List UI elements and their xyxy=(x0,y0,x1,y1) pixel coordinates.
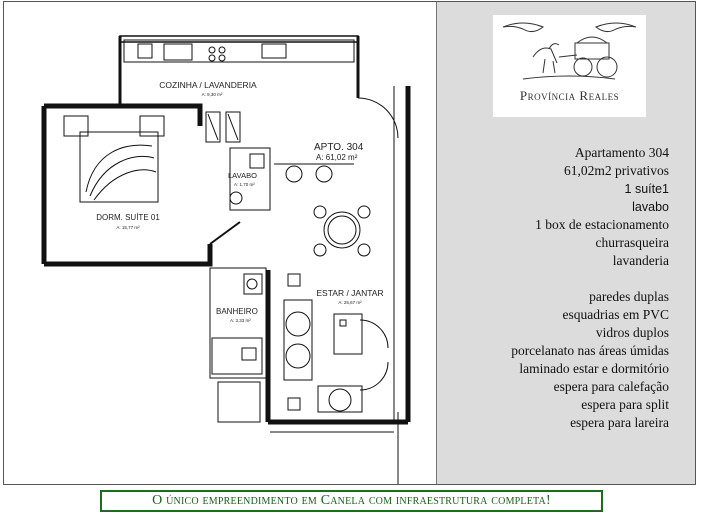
feature-area: 61,02m2 privativos xyxy=(564,163,669,178)
kitchen-label: COZINHA / LAVANDERIA xyxy=(159,80,257,90)
apto-area-label: A: 61,02 m² xyxy=(316,153,358,162)
apto-label: APTO. 304 xyxy=(314,142,364,153)
provincia-reales-logo xyxy=(493,15,646,117)
feature-frames: esquadrias em PVC xyxy=(562,307,669,322)
washer xyxy=(262,44,286,58)
feature-split: espera para split xyxy=(581,397,669,412)
feature-glass: vidros duplos xyxy=(595,325,669,340)
feature-suite: 1 suíte1 xyxy=(624,182,669,196)
feature-lavabo: lavabo xyxy=(632,200,669,214)
dining-table xyxy=(324,212,360,248)
feature-barbecue: churrasqueira xyxy=(595,235,669,250)
living-area-label: A: 25,67 m² xyxy=(338,300,362,305)
floor-plan xyxy=(4,2,434,484)
bath-area-label: A: 3,33 m² xyxy=(230,318,251,323)
suite-label: DORM. SUÍTE 01 xyxy=(96,213,160,222)
coffee-table xyxy=(334,314,362,354)
features-panel xyxy=(436,2,695,484)
footer-banner: O único empreendimento em Canela com infraestrutura completa! xyxy=(100,490,603,512)
logo-text: Província Reales xyxy=(519,88,620,103)
feature-laundry: lavanderia xyxy=(612,253,669,268)
bathroom xyxy=(210,268,266,378)
feature-laminate: laminado estar e dormitório xyxy=(519,361,669,376)
kitchen-area-label: A: 9,30 m² xyxy=(201,92,223,97)
living-label: ESTAR / JANTAR xyxy=(316,288,384,298)
kitchen-top-wall xyxy=(120,36,358,42)
bath-label: BANHEIRO xyxy=(216,307,258,316)
suite-area-label: A: 15,77 m² xyxy=(116,225,140,230)
feature-fireplace: espera para lareira xyxy=(570,415,669,430)
feature-porcelain: porcelanato nas áreas úmidas xyxy=(511,343,669,358)
armchair xyxy=(318,386,362,412)
nightstand-right xyxy=(140,116,164,136)
carriage-emblem-icon xyxy=(493,15,646,85)
feature-walls: paredes duplas xyxy=(589,289,669,304)
lavabo-label: LAVABO xyxy=(228,171,257,180)
feature-apartment: Apartamento 304 xyxy=(574,145,669,160)
sink xyxy=(164,44,192,60)
lavabo-area-label: A: 1,70 m² xyxy=(234,182,255,187)
cooktop xyxy=(138,44,152,58)
feature-heating: espera para calefação xyxy=(553,379,669,394)
kitchen-door-arc xyxy=(358,98,398,138)
kitchen-counter xyxy=(124,40,354,62)
nightstand-left xyxy=(64,116,88,136)
feature-parking: 1 box de estacionamento xyxy=(535,217,669,232)
